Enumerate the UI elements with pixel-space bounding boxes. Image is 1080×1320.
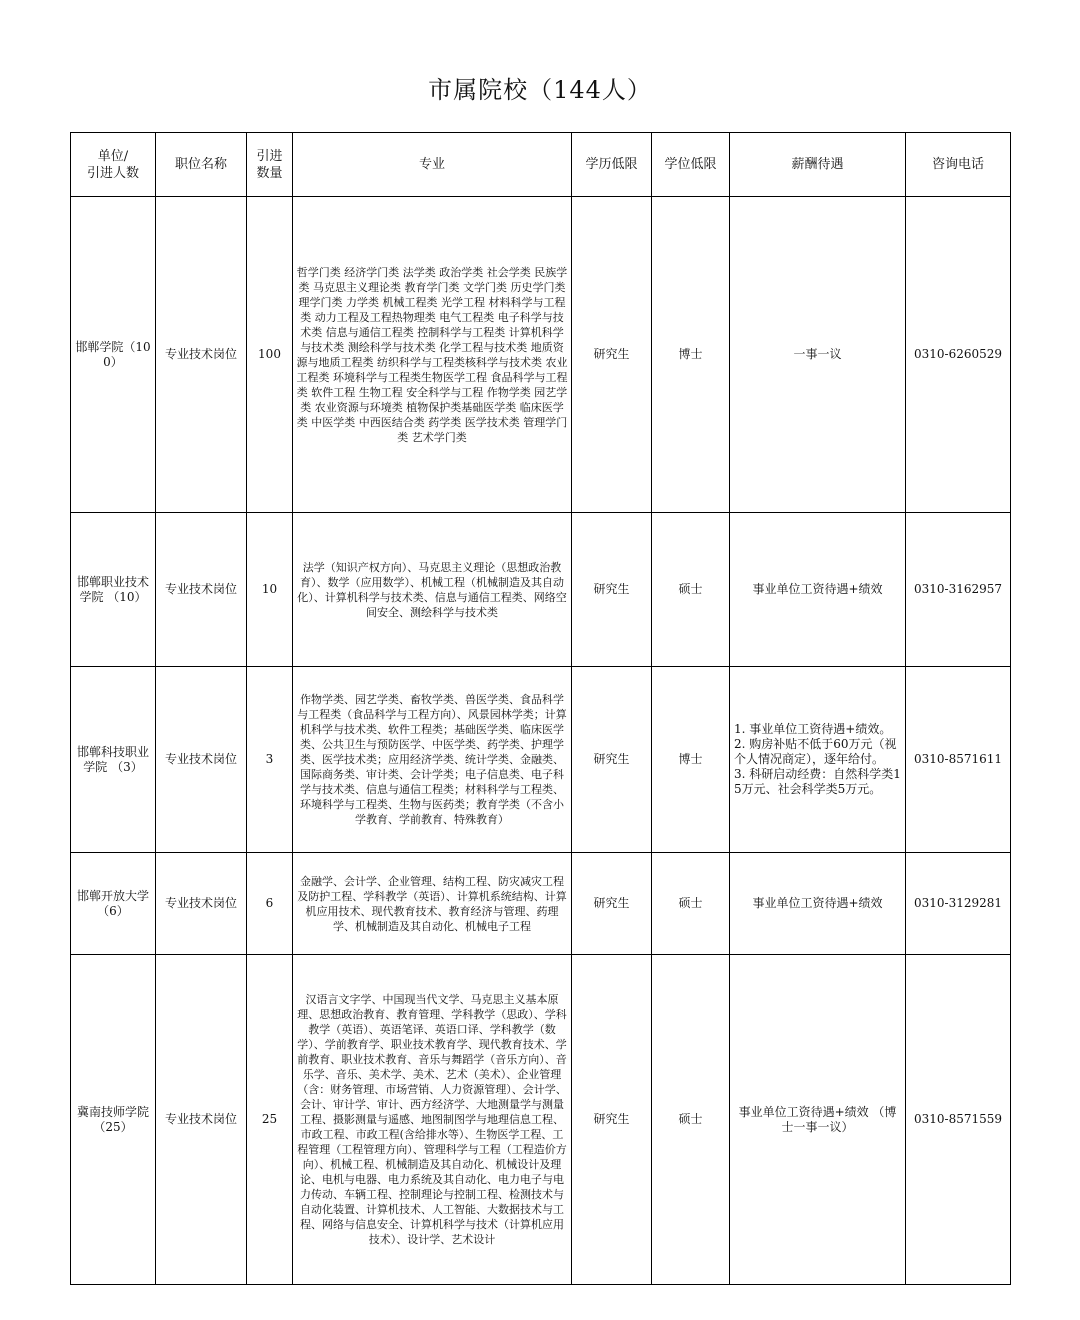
cell-unit: 邯郸学院（100） [71, 197, 156, 513]
cell-degree: 博士 [652, 667, 730, 853]
cell-degree: 硕士 [652, 955, 730, 1285]
salary-item-1: 1. 事业单位工资待遇+绩效。 [734, 722, 892, 736]
cell-salary: 事业单位工资待遇+绩效 （博士一事一议） [730, 955, 906, 1285]
table-row [71, 667, 1011, 853]
cell-salary: 事业单位工资待遇+绩效 [730, 853, 906, 955]
cell-phone: 0310-3129281 [906, 853, 1011, 955]
cell-count: 100 [247, 197, 293, 513]
table-row [71, 853, 1011, 955]
cell-count: 6 [247, 853, 293, 955]
cell-count: 25 [247, 955, 293, 1285]
cell-major: 作物学类、园艺学类、畜牧学类、兽医学类、食品科学与工程类（食品科学与工程方向）、风景园林学类；计算机科学与技术类、软件工程类；基础医学类、临床医学类、公共卫生与预防医学、中医学类、药学类、护理学类、医学技术类；应用经济学类、统计学类、金融类、国际商务类、审计类、会计学类；电子信息类、电子科学与技术类、信息与通信工程类；材料科学与工程类、环境科学与工程类、生物与医药类；教育学类（不含小学教育、学前教育、特殊教育） [293, 667, 572, 853]
salary-item-3: 3. 科研启动经费：自然科学类15万元、社会科学类5万元。 [734, 767, 901, 796]
cell-degree: 博士 [652, 197, 730, 513]
header-count-line1: 引进 [256, 148, 283, 164]
header-education: 学历低限 [572, 133, 652, 197]
cell-salary: 一事一议 [730, 197, 906, 513]
cell-major: 哲学门类 经济学门类 法学类 政治学类 社会学类 民族学类 马克思主义理论类 教育学门类 文学门类 历史学门类 理学门类 力学类 机械工程类 光学工程 材料科学与工程类 动力工程及工程热物理类 电气工程类 电子科学与技术类 信息与通信工程类 控制科学与工程类 计算机科学与技术类 测绘科学与技术类 化学工程与技术类 地质资源与地质工程类 纺织科学与工程类核科学与技术类 农业工程类 环境科学与工程类生物医学工程 食品科学与工程类 软件工程 生物工程 安全科学与工程 作物学类 园艺学类 农业资源与环境类 植物保护类基础医学类 临床医学类 中医学类 中西医结合类 药学类 医学技术类 管理学门类 艺术学门类 [293, 197, 572, 513]
cell-education: 研究生 [572, 667, 652, 853]
cell-education: 研究生 [572, 197, 652, 513]
cell-salary [730, 667, 906, 853]
cell-unit: 邯郸科技职业学院 （3） [71, 667, 156, 853]
header-unit [71, 133, 156, 197]
salary-item-2: 2. 购房补贴不低于60万元（视个人情况商定），逐年给付。 [734, 737, 897, 766]
cell-major: 法学（知识产权方向）、马克思主义理论（思想政治教育）、数学（应用数学）、机械工程（机械制造及其自动化）、计算机科学与技术类、信息与通信工程类、网络空间安全、测绘科学与技术类 [293, 513, 572, 667]
header-count [247, 133, 293, 197]
header-phone: 咨询电话 [906, 133, 1011, 197]
header-unit-line1: 单位/ [97, 148, 129, 164]
header-degree: 学位低限 [652, 133, 730, 197]
header-row [71, 133, 1011, 197]
header-unit-line2: 引进人数 [86, 165, 139, 181]
cell-position: 专业技术岗位 [156, 197, 247, 513]
table-row [71, 197, 1011, 513]
cell-education: 研究生 [572, 853, 652, 955]
table-row [71, 513, 1011, 667]
cell-position: 专业技术岗位 [156, 513, 247, 667]
cell-position: 专业技术岗位 [156, 853, 247, 955]
header-salary: 薪酬待遇 [730, 133, 906, 197]
cell-unit: 邯郸职业技术学院 （10） [71, 513, 156, 667]
cell-major: 汉语言文字学、中国现当代文学、马克思主义基本原理、思想政治教育、教育管理、学科教学（思政）、学科教学（英语）、英语笔译、英语口译、学科教学（数学）、学前教育学、职业技术教育学、现代教育技术、学前教育、职业技术教育、音乐与舞蹈学（音乐方向）、音乐学、音乐、美术学、美术、艺术（美术）、企业管理（含：财务管理、市场营销、人力资源管理）、会计学、会计、审计学、审计、西方经济学、大地测量学与测量工程、摄影测量与遥感、地图制图学与地理信息工程、市政工程、市政工程(含给排水等）、生物医学工程、工程管理（工程管理方向）、管理科学与工程（工程造价方向）、机械工程、机械制造及其自动化、机械设计及理论、电机与电器、电力系统及其自动化、电力电子与电力传动、车辆工程、控制理论与控制工程、检测技术与自动化装置、计算机技术、人工智能、大数据技术与工程、网络与信息安全、计算机科学与技术（计算机应用技术）、设计学、艺术设计 [293, 955, 572, 1285]
header-major: 专业 [293, 133, 572, 197]
cell-phone: 0310-8571611 [906, 667, 1011, 853]
cell-salary: 事业单位工资待遇+绩效 [730, 513, 906, 667]
cell-position: 专业技术岗位 [156, 667, 247, 853]
cell-unit: 冀南技师学院（25） [71, 955, 156, 1285]
cell-major: 金融学、会计学、企业管理、结构工程、防灾减灾工程及防护工程、学科教学（英语）、计算机系统结构、计算机应用技术、现代教育技术、教育经济与管理、药理学、机械制造及其自动化、机械电子工程 [293, 853, 572, 955]
cell-position: 专业技术岗位 [156, 955, 247, 1285]
cell-education: 研究生 [572, 513, 652, 667]
cell-phone: 0310-3162957 [906, 513, 1011, 667]
cell-education: 研究生 [572, 955, 652, 1285]
header-position: 职位名称 [156, 133, 247, 197]
cell-count: 3 [247, 667, 293, 853]
header-count-line2: 数量 [256, 165, 283, 181]
cell-degree: 硕士 [652, 853, 730, 955]
cell-unit: 邯郸开放大学（6） [71, 853, 156, 955]
cell-degree: 硕士 [652, 513, 730, 667]
cell-count: 10 [247, 513, 293, 667]
cell-phone: 0310-6260529 [906, 197, 1011, 513]
table-row [71, 955, 1011, 1285]
cell-phone: 0310-8571559 [906, 955, 1011, 1285]
recruitment-table [70, 132, 1011, 1285]
page-title: 市属院校（144人） [428, 76, 652, 104]
